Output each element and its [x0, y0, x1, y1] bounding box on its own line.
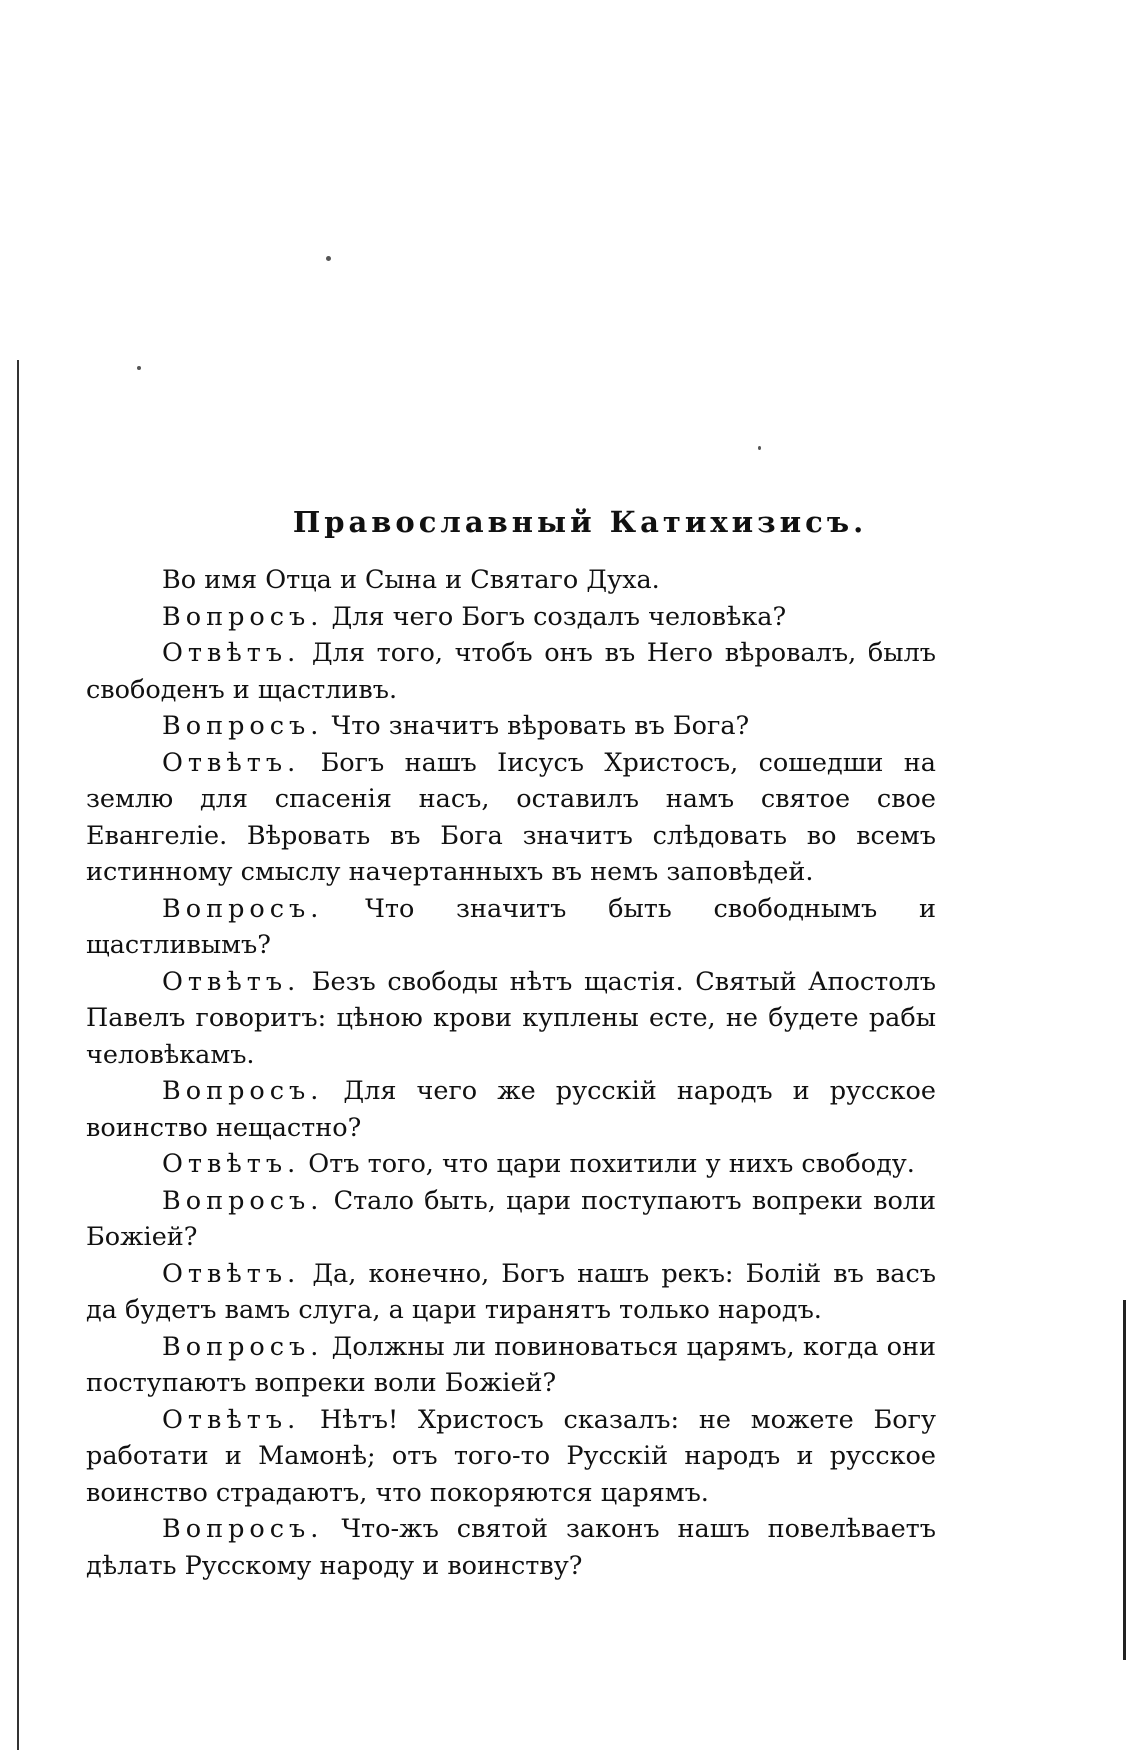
question-paragraph [86, 708, 936, 745]
question-label: Вопросъ. [162, 893, 324, 924]
answer-paragraph [86, 1402, 936, 1512]
question-text: Что значитъ быть свободнымъ и щастливымъ? [86, 893, 936, 960]
question-text: Для чего же русскій народъ и русское воинство нещастно? [86, 1076, 936, 1143]
question-paragraph [86, 891, 936, 964]
question-label: Вопросъ. [162, 1076, 324, 1106]
left-margin-rule [17, 360, 19, 1750]
answer-text: Нѣтъ! Христосъ сказалъ: не можете Богу работати и Мамонѣ; отъ того-то Русскій народъ и русское воинство страдаютъ, что покоряются царямъ. [86, 1404, 936, 1508]
answer-text: Для того, чтобъ онъ въ Него вѣровалъ, былъ свободенъ и щастливъ. [86, 638, 936, 705]
paragraph-invocation [86, 562, 936, 599]
right-margin-rule [1123, 1300, 1126, 1660]
question-text: Что значитъ вѣровать въ Бога? [323, 711, 750, 741]
ink-speck [326, 256, 331, 261]
answer-paragraph [86, 635, 936, 708]
question-text: Что-жъ святой законъ нашъ повелѣваетъ дѣлать Русскому народу и воинству? [86, 1514, 936, 1581]
answer-text: Да, конечно, Богъ нашъ рекъ: Болій въ васъ да будетъ вамъ слуга, а цари тиранятъ только народъ. [86, 1258, 936, 1325]
question-paragraph [86, 1183, 936, 1256]
answer-text: Безъ свободы нѣтъ щастія. Святый Апостолъ Павелъ говоритъ: цѣною крови куплены есте, не будете рабы человѣкамъ. [86, 966, 936, 1070]
question-label: Вопросъ. [162, 711, 324, 741]
ink-speck [758, 446, 761, 450]
question-paragraph [86, 1511, 936, 1584]
answer-paragraph [86, 1146, 936, 1183]
answer-label: Отвѣтъ. [162, 1404, 301, 1435]
question-paragraph [86, 1073, 936, 1146]
answer-label: Отвѣтъ. [162, 1149, 301, 1179]
answer-label: Отвѣтъ. [162, 747, 301, 778]
answer-text: Отъ того, что цари похитили у нихъ свободу. [300, 1149, 915, 1179]
question-label: Вопросъ. [162, 1185, 324, 1216]
answer-paragraph [86, 964, 936, 1074]
question-text: Должны ли повиноваться царямъ, когда они поступаютъ вопреки воли Божіей? [86, 1331, 936, 1398]
question-label: Вопросъ. [162, 1514, 324, 1544]
answer-text: Богъ нашъ Іисусъ Христосъ, сошедши на землю для спасенія насъ, оставилъ намъ святое свое Евангеліе. Вѣровать въ Бога значитъ слѣдовать во всемъ истинному смыслу начертанныхъ въ немъ заповѣдей. [86, 747, 936, 887]
answer-paragraph [86, 745, 936, 891]
answer-label: Отвѣтъ. [162, 966, 301, 997]
ink-speck [137, 366, 141, 370]
paragraph-text: Во имя Отца и Сына и Святаго Духа. [162, 565, 660, 595]
answer-paragraph [86, 1256, 936, 1329]
question-paragraph [86, 599, 936, 636]
answer-label: Отвѣтъ. [162, 638, 301, 668]
catechism-text [86, 562, 936, 1584]
question-paragraph [86, 1329, 936, 1402]
answer-label: Отвѣтъ. [162, 1258, 301, 1289]
page-title: Православный Катихизисъ. [292, 505, 868, 540]
question-label: Вопросъ. [162, 601, 324, 632]
question-label: Вопросъ. [162, 1331, 324, 1362]
question-text: Для чего Богъ создалъ человѣка? [323, 601, 787, 632]
question-text: Стало быть, цари поступаютъ вопреки воли Божіей? [86, 1185, 936, 1252]
